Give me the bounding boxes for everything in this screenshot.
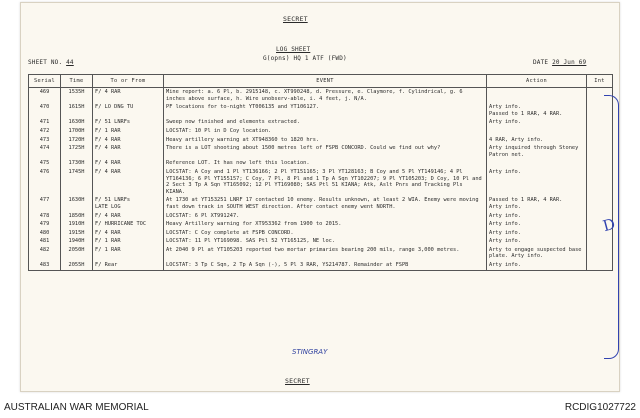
time-cell: 1615H — [61, 103, 93, 118]
table-row — [29, 246, 613, 261]
log-sheet-page — [20, 2, 620, 392]
serial-cell: 479 — [29, 220, 61, 229]
action-cell: Arty info. — [487, 168, 587, 196]
time-cell: 1915H — [61, 229, 93, 238]
event-cell: Mine report: a. 6 Pl, b. 2915148, c. XT990248, d. Pressure, e. Claymore, f. Cylindrical, g. 6 inches above surface, h. Wire unobserv-able, i. 4 feet, j. N/A. — [164, 88, 487, 104]
time-cell: 1535H — [61, 88, 93, 104]
time-cell: 1745H — [61, 168, 93, 196]
time-cell: 1730H — [61, 159, 93, 168]
event-cell: LOCSTAT: 3 Tp C Sqn, 2 Tp A Sqn (-), 5 Pl 3 RAR, YS214787. Remainder at FSPB — [164, 261, 487, 270]
action-cell: Arty to engage suspected base plate. Arty info. — [487, 246, 587, 261]
serial-cell: 482 — [29, 246, 61, 261]
from-cell: F/ LO DNG TU — [93, 103, 164, 118]
date-value: 20 Jun 69 — [552, 59, 587, 66]
table-row — [29, 229, 613, 238]
table-row — [29, 136, 613, 145]
event-cell: LOCSTAT: A Coy and 1 Pl YT136166; 2 Pl YT151165; 3 Pl YT128163; B Coy and 5 Pl YT149146; 4 Pl YT164136; 6 Pl YT155157; C Coy, 7 Pl, 8 Pl and 1 Tp A Sqn YT102207; 9 Pl YT105203; D Coy, 10 Pl and 2 Sect 3 Tp A Sqn YT165092; 12 Pl YT169080; SAS Ptl 51 KIANA; Atk, Aslt Pnrs and Tracking Pls KIANA. — [164, 168, 487, 196]
serial-cell: 475 — [29, 159, 61, 168]
action-cell: Arty info. — [487, 118, 587, 127]
time-cell: 1630H — [61, 118, 93, 127]
from-cell: F/ 4 RAR — [93, 168, 164, 196]
time-cell: 1940H — [61, 237, 93, 246]
from-cell: F/ 4 RAR — [93, 212, 164, 221]
footer-record-id: RCDIG1027722 — [564, 402, 636, 413]
time-cell: 2050H — [61, 246, 93, 261]
from-cell: F/ 4 RAR — [93, 159, 164, 168]
table-row — [29, 127, 613, 136]
from-cell: F/ 51 LNRFs — [93, 118, 164, 127]
sheet-number — [28, 59, 74, 66]
event-cell: LOCSTAT: 10 Pl in D Coy location. — [164, 127, 487, 136]
serial-cell: 480 — [29, 229, 61, 238]
table-row — [29, 196, 613, 211]
date-label: DATE — [533, 59, 549, 66]
sheet-no-value: 44 — [66, 59, 74, 66]
from-cell: F/ 1 RAR — [93, 127, 164, 136]
event-cell: Heavy Artillery warning for XT953362 from 1900 to 2015. — [164, 220, 487, 229]
action-cell: Arty info. — [487, 261, 587, 270]
serial-cell: 476 — [29, 168, 61, 196]
log-table — [28, 74, 613, 271]
classification-bottom: SECRET — [285, 377, 310, 385]
from-cell: F/ 1 RAR — [93, 246, 164, 261]
table-row — [29, 144, 613, 159]
from-cell: F/ Rear — [93, 261, 164, 270]
table-row — [29, 118, 613, 127]
action-cell — [487, 159, 587, 168]
classification-top: SECRET — [283, 15, 308, 23]
event-cell: Sweep now finished and elements extracted. — [164, 118, 487, 127]
time-cell: 1700H — [61, 127, 93, 136]
serial-cell: 470 — [29, 103, 61, 118]
time-cell: 1910H — [61, 220, 93, 229]
action-cell: Arty info. — [487, 237, 587, 246]
table-row — [29, 88, 613, 104]
footer-archive-name: AUSTRALIAN WAR MEMORIAL — [4, 402, 149, 413]
serial-cell: 471 — [29, 118, 61, 127]
col-header-event: EVENT — [164, 75, 487, 88]
serial-cell: 477 — [29, 196, 61, 211]
event-cell: LOCSTAT: 6 Pl XT991247. — [164, 212, 487, 221]
col-header-int: Int — [587, 75, 613, 88]
action-cell — [487, 127, 587, 136]
serial-cell: 473 — [29, 136, 61, 145]
table-row — [29, 159, 613, 168]
from-cell: F/ 4 RAR — [93, 136, 164, 145]
from-cell: F/ 1 RAR — [93, 237, 164, 246]
table-row — [29, 168, 613, 196]
table-row — [29, 220, 613, 229]
time-cell: 1850H — [61, 212, 93, 221]
table-row — [29, 103, 613, 118]
action-cell: Arty info. — [487, 212, 587, 221]
serial-cell: 469 — [29, 88, 61, 104]
action-cell: Arty info. Passed to 1 RAR, 4 RAR. — [487, 103, 587, 118]
event-cell: There is a LOT shooting about 1500 metres left of FSPB CONCORD. Could we find out why? — [164, 144, 487, 159]
unit-heading: G(opns) HQ 1 ATF (FWD) — [263, 55, 347, 62]
table-header-row — [29, 75, 613, 88]
action-cell — [487, 88, 587, 104]
table-row — [29, 212, 613, 221]
event-cell: At 1730 at YT153251 LNRF 17 contacted 10 enemy. Results unknown, at least 2 WIA. Enemy were moving fast down track in SOUTH WEST direction. After contact enemy went NORTH. — [164, 196, 487, 211]
col-header-serial: Serial — [29, 75, 61, 88]
action-cell: Arty info. — [487, 220, 587, 229]
from-cell: F/ 51 LNRFs LATE LOG — [93, 196, 164, 211]
serial-cell: 481 — [29, 237, 61, 246]
time-cell: 2055H — [61, 261, 93, 270]
sheet-title: LOG SHEET — [276, 46, 311, 53]
event-cell: LOCSTAT: 11 Pl YT169098. SAS Ptl 52 YT165125, NE loc. — [164, 237, 487, 246]
serial-cell: 483 — [29, 261, 61, 270]
from-cell: F/ 4 RAR — [93, 144, 164, 159]
time-cell: 1720H — [61, 136, 93, 145]
sheet-no-label: SHEET NO. — [28, 59, 63, 66]
event-cell: Heavy artillery warning at XT948360 to 1820 hrs. — [164, 136, 487, 145]
event-cell: LOCSTAT: C Coy complete at FSPB CONCORD. — [164, 229, 487, 238]
action-cell: Passed to 1 RAR, 4 RAR. Arty info. — [487, 196, 587, 211]
serial-cell: 474 — [29, 144, 61, 159]
from-cell: F/ 4 RAR — [93, 88, 164, 104]
serial-cell: 478 — [29, 212, 61, 221]
sheet-date — [533, 59, 586, 66]
event-cell: PF locations for to-night YT006135 and YT106127. — [164, 103, 487, 118]
table-row — [29, 237, 613, 246]
event-cell: Reference LOT. It has now left this location. — [164, 159, 487, 168]
from-cell: F/ HURRICANE TOC — [93, 220, 164, 229]
from-cell: F/ 4 RAR — [93, 229, 164, 238]
col-header-time: Time — [61, 75, 93, 88]
handwritten-letter: D — [600, 214, 618, 236]
event-cell: At 2040 9 Pl at YT105203 reported two mortar primaries bearing 200 mils, range 3,000 metres. — [164, 246, 487, 261]
handwritten-stingray: STINGRAY — [292, 348, 328, 356]
col-header-from: To or From — [93, 75, 164, 88]
table-row — [29, 261, 613, 270]
time-cell: 1630H — [61, 196, 93, 211]
col-header-action: Action — [487, 75, 587, 88]
time-cell: 1725H — [61, 144, 93, 159]
serial-cell: 472 — [29, 127, 61, 136]
action-cell: Arty info. — [487, 229, 587, 238]
action-cell: Arty inquired through Stoney Patron net. — [487, 144, 587, 159]
action-cell: 4 RAR, Arty info. — [487, 136, 587, 145]
